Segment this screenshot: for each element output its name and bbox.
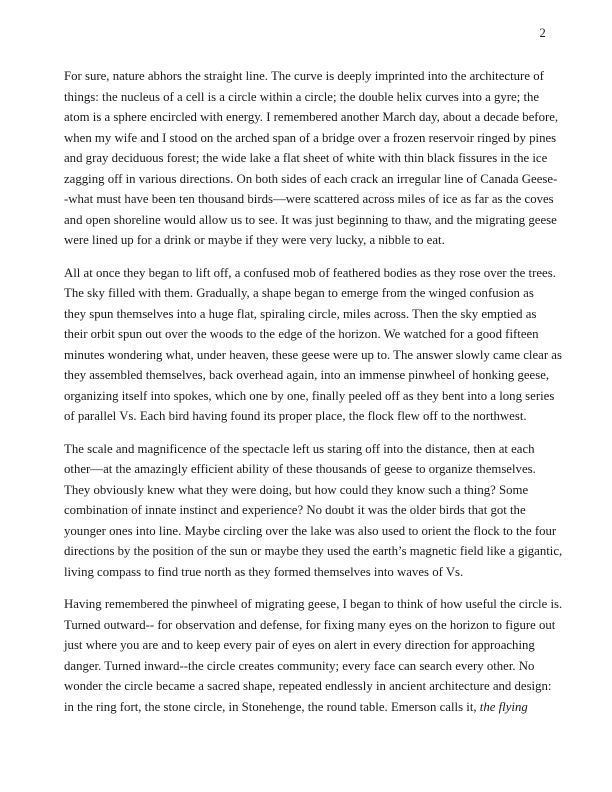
- text-line: living compass to find true north as they formed themselves into waves of Vs.: [64, 564, 464, 579]
- text-line: danger. Turned inward--the circle creates community; every face can search every other. No: [64, 658, 535, 673]
- text-line: and gray deciduous forest; the wide lake a flat sheet of white with thin black fissures in the ice: [64, 151, 548, 165]
- paragraph-3: [64, 439, 563, 583]
- text-line: their orbit spun out over the woods to the edge of the horizon. We watched for a good fifteen: [64, 327, 539, 341]
- text-line: they spun themselves into a huge flat, spiraling circle, miles across. Then the sky emptied as: [64, 306, 537, 321]
- text-line: zagging off in various directions. On both sides of each crack an irregular line of Canada Geese-: [64, 171, 558, 186]
- text-line: All at once they began to lift off, a confused mob of feathered bodies as they rose over the trees.: [64, 265, 556, 280]
- text-line: directions by the position of the sun or maybe they used the earth’s magnetic field like a gigantic,: [64, 544, 563, 558]
- italic-quote: the flying: [479, 699, 528, 714]
- paragraph-1: [64, 66, 559, 251]
- text-line: organizing itself into spokes, which one by one, finally peeled off as they bent into a long series: [64, 388, 555, 403]
- text-line: they assembled themselves, back overhead again, into an immense pinwheel of honking geese,: [64, 368, 550, 382]
- text-line: The scale and magnificence of the spectacle left us staring off into the distance, then at each: [64, 441, 535, 456]
- text-line: of parallel Vs. Each bird having found its proper place, the flock flew off to the northwest.: [64, 409, 527, 423]
- text-line: minutes wondering what, under heaven, these geese were up to. The answer slowly came clear as: [64, 347, 562, 362]
- text-line: other—at the amazingly efficient ability of these thousands of geese to organize themselves.: [64, 462, 536, 476]
- text-segment: in the ring fort, the stone circle, in Stonehenge, the round table. Emerson calls it,: [64, 699, 480, 714]
- text-line: The sky filled with them. Gradually, a shape began to emerge from the winged confusion as: [64, 286, 534, 300]
- paragraph-4: [64, 594, 563, 717]
- paragraph-2: [64, 263, 562, 427]
- text-line-last: [64, 697, 554, 718]
- text-line: younger ones into line. Maybe circling over the lake was also used to orient the flock to the four: [64, 523, 557, 538]
- body-text: [64, 66, 563, 729]
- text-line: wonder the circle became a sacred shape, repeated endlessly in ancient architecture and design:: [64, 679, 552, 693]
- text-line: -what must have been ten thousand birds—were scattered across miles of ice as far as the coves: [64, 192, 554, 206]
- page-number: 2: [539, 26, 546, 40]
- text-line: Having remembered the pinwheel of migrating geese, I began to think of how useful the circle is.: [64, 597, 563, 611]
- text-line: combination of innate instinct and experience? No doubt it was the older birds that got the: [64, 503, 526, 517]
- text-line: Turned outward-- for observation and defense, for fixing many eyes on the horizon to figure out: [64, 617, 556, 632]
- text-line: were lined up for a drink or maybe if they were very lucky, a nibble to eat.: [64, 233, 445, 247]
- text-line: when my wife and I stood on the arched span of a bridge over a frozen reservoir ringed by pines: [64, 130, 557, 145]
- text-line: atom is a sphere encircled with energy. I remembered another March day, about a decade before,: [64, 110, 559, 124]
- text-line: They obviously knew what they were doing, but how could they know such a thing? Some: [64, 482, 529, 497]
- text-line: and open shoreline would allow us to see. It was just beginning to thaw, and the migrating geese: [64, 212, 557, 227]
- text-line: things: the nucleus of a cell is a circle within a circle; the double helix curves into a gyre; the: [64, 89, 540, 104]
- text-line: For sure, nature abhors the straight line. The curve is deeply imprinted into the architecture of: [64, 69, 544, 83]
- text-line: just where you are and to keep every pair of eyes on alert in every direction for approaching: [64, 638, 535, 652]
